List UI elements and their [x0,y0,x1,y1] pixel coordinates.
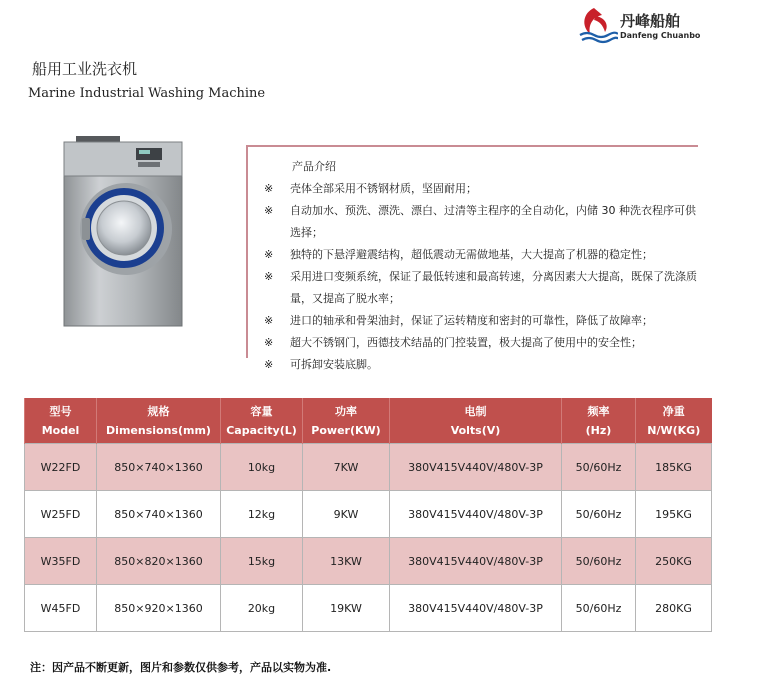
table-row [25,585,712,632]
cell-power: 13KW [303,538,390,585]
logo-chinese-name: 丹峰船舶 [620,12,681,30]
reference-mark-icon: ※ [264,336,274,349]
reference-mark-icon: ※ [264,204,274,217]
header-cn: 型号 [49,404,72,418]
cell-volts: 380V415V440V/480V-3P [390,444,562,491]
header-cn: 净重 [662,404,685,418]
column-header-net-weight [636,398,712,444]
feature-text: 超大不锈钢门，西德技术结晶的门控装置，极大提高了使用中的安全性； [290,336,642,349]
list-item [264,266,704,310]
cell-frequency: 50/60Hz [562,538,636,585]
description-border-left [246,145,248,358]
list-item [264,310,704,332]
cell-dimensions: 850×740×1360 [97,444,221,491]
feature-text: 可拆卸安装底脚。 [290,358,378,371]
header-en: Power(KW) [311,423,381,437]
cell-frequency: 50/60Hz [562,444,636,491]
header-en: Dimensions(mm) [106,423,211,437]
cell-net-weight: 185KG [636,444,712,491]
header-en: (Hz) [585,423,612,437]
cell-volts: 380V415V440V/480V-3P [390,538,562,585]
product-title-chinese: 船用工业洗衣机 [32,60,138,78]
header-en: Volts(V) [450,423,501,437]
cell-model: W22FD [25,444,97,491]
specification-table [24,398,712,632]
sail-wave-logo-icon [578,6,618,44]
description-border-top [246,145,698,147]
cell-model: W35FD [25,538,97,585]
cell-power: 7KW [303,444,390,491]
column-header-dimensions [97,398,221,444]
feature-text: 壳体全部采用不锈钢材质，坚固耐用； [290,182,477,195]
feature-text: 独特的下悬浮避震结构，超低震动无需做地基，大大提高了机器的稳定性； [290,248,653,261]
feature-text: 进口的轴承和骨架油封，保证了运转精度和密封的可靠性，降低了故障率； [290,314,653,327]
cell-capacity: 20kg [221,585,303,632]
cell-capacity: 10kg [221,444,303,491]
feature-text: 自动加水、预洗、漂洗、漂白、过清等主程序的全自动化，内储 30 种洗衣程序可供选择； [290,204,696,239]
cell-volts: 380V415V440V/480V-3P [390,585,562,632]
cell-model: W25FD [25,491,97,538]
header-cn: 规格 [147,404,170,418]
column-header-model [25,398,97,444]
list-item [264,354,704,376]
logo-english-name: Danfeng Chuanbo [620,31,701,40]
table-row [25,491,712,538]
cell-dimensions: 850×820×1360 [97,538,221,585]
washing-machine-image [62,134,184,328]
cell-dimensions: 850×920×1360 [97,585,221,632]
cell-net-weight: 195KG [636,491,712,538]
list-item [264,178,704,200]
header-cn: 容量 [250,404,273,418]
header-en: N/W(KG) [647,423,701,437]
cell-frequency: 50/60Hz [562,585,636,632]
header-cn: 功率 [335,404,357,418]
company-logo [578,6,708,46]
cell-power: 19KW [303,585,390,632]
cell-capacity: 15kg [221,538,303,585]
product-description [264,156,704,376]
reference-mark-icon: ※ [264,182,274,195]
header-en: Capacity(L) [226,423,297,437]
list-item [264,200,704,244]
reference-mark-icon: ※ [264,270,274,283]
table-row [25,444,712,491]
cell-capacity: 12kg [221,491,303,538]
header-cn: 频率 [587,404,610,418]
list-item [264,332,704,354]
reference-mark-icon: ※ [264,358,274,371]
list-item [264,244,704,266]
cell-frequency: 50/60Hz [562,491,636,538]
cell-net-weight: 280KG [636,585,712,632]
table-header-row [25,398,712,444]
column-header-frequency [562,398,636,444]
cell-dimensions: 850×740×1360 [97,491,221,538]
cell-net-weight: 250KG [636,538,712,585]
footnote: 注：因产品不断更新，图片和参数仅供参考，产品以实物为准. [30,661,332,674]
reference-mark-icon: ※ [264,314,274,327]
cell-power: 9KW [303,491,390,538]
reference-mark-icon: ※ [264,248,274,261]
column-header-capacity [221,398,303,444]
cell-volts: 380V415V440V/480V-3P [390,491,562,538]
product-title-english: Marine Industrial Washing Machine [28,86,266,101]
description-heading: 产品介绍 [292,160,336,173]
table-row [25,538,712,585]
feature-text: 采用进口变频系统，保证了最低转速和最高转速，分离因素大大提高，既保了洗涤质量，又提高了脱水率； [290,270,697,305]
header-en: Model [41,423,80,437]
header-cn: 电制 [464,404,487,418]
column-header-power [303,398,390,444]
column-header-volts [390,398,562,444]
cell-model: W45FD [25,585,97,632]
